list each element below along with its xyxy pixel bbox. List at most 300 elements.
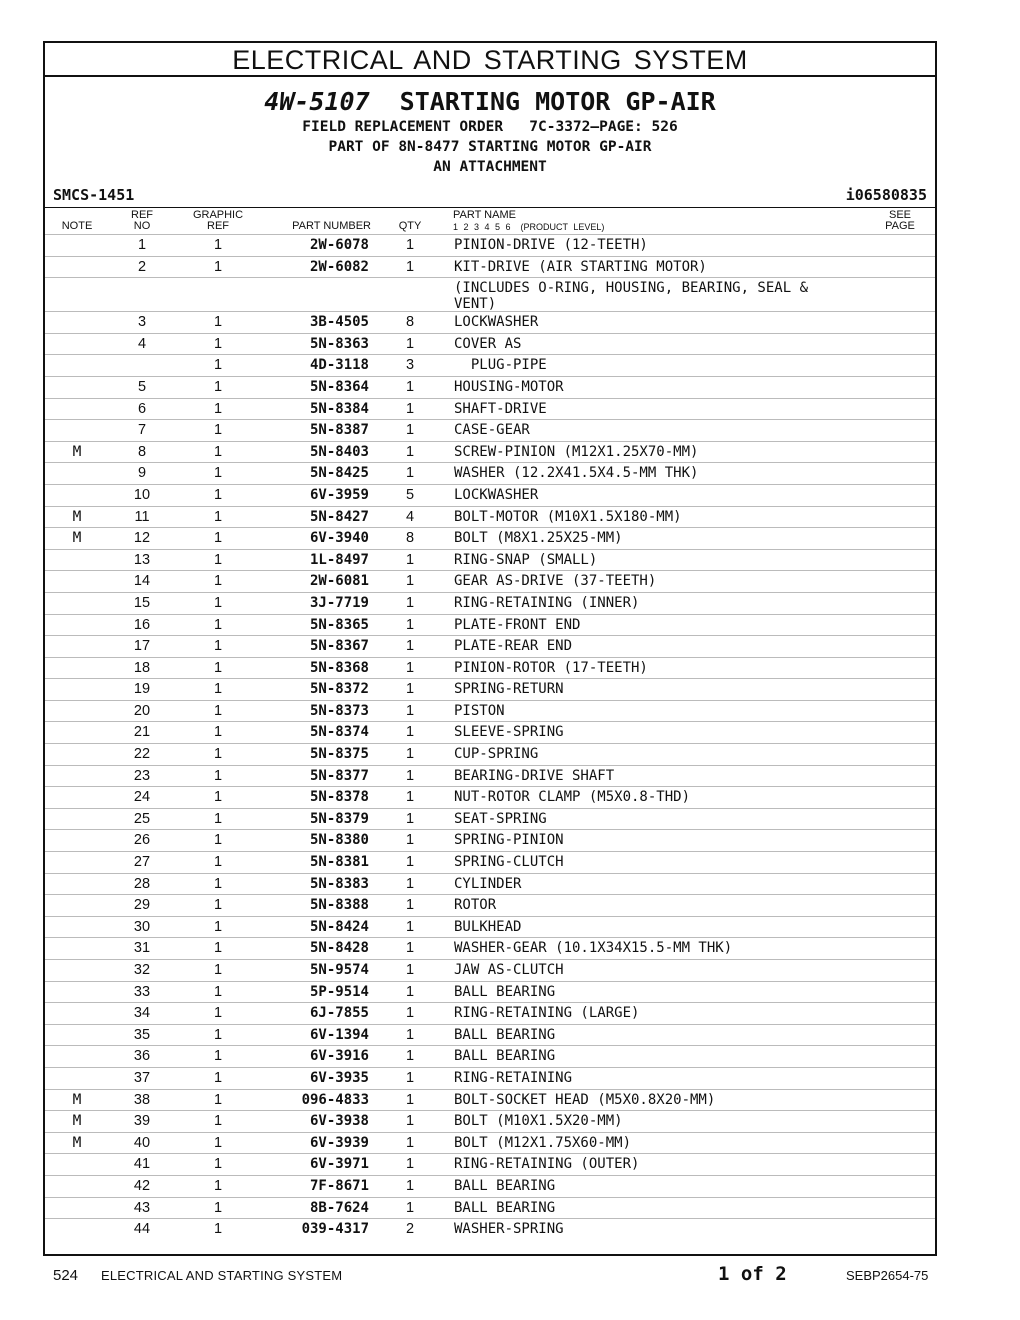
ref-cell: 17 bbox=[133, 638, 151, 655]
part-name-cell: BEARING-DRIVE SHAFT bbox=[454, 767, 615, 784]
part-number-cell: 5N-8380 bbox=[309, 832, 369, 849]
qty-cell: 1 bbox=[405, 746, 415, 763]
table-row bbox=[45, 256, 935, 278]
col-qty: QTY bbox=[398, 220, 422, 232]
part-number-cell: 5N-8403 bbox=[309, 443, 369, 460]
part-number-cell: 4D-3118 bbox=[309, 357, 369, 374]
table-row bbox=[45, 721, 935, 743]
ref-cell: 9 bbox=[137, 465, 147, 482]
ref-cell: 21 bbox=[133, 724, 151, 741]
part-number-cell: 6V-3971 bbox=[309, 1156, 369, 1173]
table-row bbox=[45, 1197, 935, 1219]
part-name-cell: WASHER-SPRING bbox=[454, 1221, 564, 1238]
table-row bbox=[45, 1110, 935, 1132]
ref-cell: 29 bbox=[133, 897, 151, 914]
product-level-label: (PRODUCT LEVEL) bbox=[520, 222, 605, 232]
table-row bbox=[45, 441, 935, 463]
graphic-ref-cell: 1 bbox=[213, 465, 223, 482]
note-cell: M bbox=[72, 1134, 82, 1151]
group-title bbox=[45, 87, 935, 117]
page-of: 1 of 2 bbox=[718, 1263, 787, 1285]
ref-cell: 2 bbox=[137, 258, 147, 275]
part-name-cell: GEAR AS-DRIVE (37-TEETH) bbox=[454, 573, 657, 590]
part-number-cell: 6V-3959 bbox=[309, 486, 369, 503]
part-name-cell: SPRING-RETURN bbox=[454, 681, 564, 698]
part-number-cell: 5N-8364 bbox=[309, 378, 369, 395]
ref-cell: 27 bbox=[133, 854, 151, 871]
qty-cell: 8 bbox=[405, 314, 415, 331]
part-name-cell: RING-RETAINING bbox=[454, 1069, 573, 1086]
part-name-cell: BALL BEARING bbox=[454, 1048, 556, 1065]
ref-cell: 16 bbox=[133, 616, 151, 633]
note-cell: M bbox=[72, 508, 82, 525]
ref-cell: 35 bbox=[133, 1026, 151, 1043]
graphic-ref-cell: 1 bbox=[213, 638, 223, 655]
table-row bbox=[45, 937, 935, 959]
part-number-cell: 5N-8375 bbox=[309, 746, 369, 763]
part-number-cell: 6J-7855 bbox=[309, 1005, 369, 1022]
graphic-ref-cell: 1 bbox=[213, 400, 223, 417]
ref-cell: 10 bbox=[133, 486, 151, 503]
qty-cell: 1 bbox=[405, 789, 415, 806]
graphic-ref-cell: 1 bbox=[213, 724, 223, 741]
qty-cell: 1 bbox=[405, 237, 415, 253]
graphic-ref-cell: 1 bbox=[213, 1156, 223, 1173]
graphic-ref-cell: 1 bbox=[213, 810, 223, 827]
part-name-cell: NUT-ROTOR CLAMP (M5X0.8-THD) bbox=[454, 789, 691, 806]
graphic-ref-cell: 1 bbox=[213, 746, 223, 763]
table-row bbox=[45, 1024, 935, 1046]
part-number-cell: 2W-6078 bbox=[309, 237, 369, 253]
qty-cell: 1 bbox=[405, 1199, 415, 1216]
group-part-number: 4W-5107 bbox=[264, 87, 370, 116]
graphic-ref-cell: 1 bbox=[213, 1134, 223, 1151]
col-part-name: PART NAME bbox=[453, 209, 516, 221]
graphic-ref-cell: 1 bbox=[213, 789, 223, 806]
ref-cell: 23 bbox=[133, 767, 151, 784]
graphic-ref-cell: 1 bbox=[213, 1177, 223, 1194]
graphic-ref-cell: 1 bbox=[213, 983, 223, 1000]
field-replacement-order: FIELD REPLACEMENT ORDER 7C-3372—PAGE: 526 bbox=[302, 119, 678, 135]
graphic-ref-cell: 1 bbox=[213, 1005, 223, 1022]
ref-cell: 32 bbox=[133, 962, 151, 978]
qty-cell: 1 bbox=[405, 1005, 415, 1022]
part-number-cell: 5N-8428 bbox=[309, 940, 369, 957]
qty-cell: 1 bbox=[405, 465, 415, 482]
qty-cell: 1 bbox=[405, 594, 415, 611]
graphic-ref-cell: 1 bbox=[213, 1048, 223, 1065]
table-row bbox=[45, 1132, 935, 1154]
table-row bbox=[45, 635, 935, 657]
qty-cell: 1 bbox=[405, 940, 415, 957]
qty-cell: 1 bbox=[405, 702, 415, 719]
part-number-cell: 6V-3940 bbox=[309, 530, 369, 547]
qty-cell: 1 bbox=[405, 854, 415, 871]
graphic-ref-cell: 1 bbox=[213, 897, 223, 914]
part-number-cell: 5N-8427 bbox=[309, 508, 369, 525]
qty-cell: 8 bbox=[405, 530, 415, 547]
part-name-cell: PINION-ROTOR (17-TEETH) bbox=[454, 659, 648, 676]
header-divider bbox=[45, 207, 935, 208]
part-name-cell: RING-RETAINING (OUTER) bbox=[454, 1156, 640, 1173]
part-name-cell: JAW AS-CLUTCH bbox=[454, 962, 564, 978]
part-name-cell: WASHER (12.2X41.5X4.5-MM THK) bbox=[454, 465, 699, 482]
part-number-cell: 5N-8424 bbox=[309, 918, 369, 935]
qty-cell: 1 bbox=[405, 832, 415, 849]
table-row bbox=[45, 700, 935, 722]
level-numbers: 1 2 3 4 5 6 bbox=[453, 222, 511, 232]
graphic-ref-cell: 1 bbox=[213, 335, 223, 352]
part-name-cell: PINION-DRIVE (12-TEETH) bbox=[454, 237, 648, 253]
table-row bbox=[45, 354, 935, 376]
part-name-cell: LOCKWASHER bbox=[454, 486, 539, 503]
table-row bbox=[45, 1002, 935, 1024]
part-name-cell: PLATE-FRONT END bbox=[454, 616, 581, 633]
ref-cell: 1 bbox=[137, 237, 147, 253]
part-name-cell: COVER AS bbox=[454, 335, 522, 352]
ref-cell: 28 bbox=[133, 875, 151, 892]
table-row bbox=[45, 376, 935, 398]
ref-cell: 31 bbox=[133, 940, 151, 957]
table-row bbox=[45, 527, 935, 549]
table-row bbox=[45, 765, 935, 787]
footer-section: ELECTRICAL AND STARTING SYSTEM bbox=[101, 1268, 343, 1283]
part-name-cell: PISTON bbox=[454, 702, 505, 719]
qty-cell: 1 bbox=[405, 378, 415, 395]
part-name-cell: SCREW-PINION (M12X1.25X70-MM) bbox=[454, 443, 699, 460]
part-name-cell: WASHER-GEAR (10.1X34X15.5-MM THK) bbox=[454, 940, 733, 957]
qty-cell: 1 bbox=[405, 897, 415, 914]
part-number-cell: 5N-9574 bbox=[309, 962, 369, 978]
table-row bbox=[45, 614, 935, 636]
col-graphic-bottom: REF bbox=[207, 220, 229, 232]
part-number-cell: 5N-8368 bbox=[309, 659, 369, 676]
graphic-ref-cell: 1 bbox=[213, 702, 223, 719]
table-row bbox=[45, 851, 935, 873]
table-row bbox=[45, 1175, 935, 1197]
graphic-ref-cell: 1 bbox=[213, 1199, 223, 1216]
qty-cell: 1 bbox=[405, 551, 415, 568]
ref-cell: 41 bbox=[133, 1156, 151, 1173]
qty-cell: 1 bbox=[405, 1134, 415, 1151]
part-number-cell: 039-4317 bbox=[301, 1221, 369, 1238]
part-name-cell: SPRING-PINION bbox=[454, 832, 564, 849]
graphic-ref-cell: 1 bbox=[213, 962, 223, 978]
qty-cell: 1 bbox=[405, 983, 415, 1000]
table-row bbox=[45, 1089, 935, 1111]
ref-cell: 36 bbox=[133, 1048, 151, 1065]
part-number-cell: 5N-8377 bbox=[309, 767, 369, 784]
table-row bbox=[45, 1067, 935, 1089]
part-number-cell: 6V-1394 bbox=[309, 1026, 369, 1043]
qty-cell: 1 bbox=[405, 810, 415, 827]
part-number-cell: 5N-8425 bbox=[309, 465, 369, 482]
table-row bbox=[45, 398, 935, 420]
col-graphic-ref bbox=[183, 210, 253, 232]
part-number-cell: 6V-3939 bbox=[309, 1134, 369, 1151]
ref-cell: 3 bbox=[137, 314, 147, 331]
part-number-cell: 3J-7719 bbox=[309, 594, 369, 611]
part-number-cell: 5N-8388 bbox=[309, 897, 369, 914]
table-row bbox=[45, 743, 935, 765]
col-ref bbox=[117, 210, 167, 232]
table-row bbox=[45, 657, 935, 679]
qty-cell: 1 bbox=[405, 681, 415, 698]
part-name-cell: CASE-GEAR bbox=[454, 422, 530, 439]
ref-cell: 30 bbox=[133, 918, 151, 935]
table-row bbox=[45, 1218, 935, 1240]
ref-cell: 37 bbox=[133, 1069, 151, 1086]
table-row bbox=[45, 678, 935, 700]
ref-cell: 8 bbox=[137, 443, 147, 460]
graphic-ref-cell: 1 bbox=[213, 258, 223, 275]
part-name-cell: SPRING-CLUTCH bbox=[454, 854, 564, 871]
table-row bbox=[45, 981, 935, 1003]
ref-cell: 13 bbox=[133, 551, 151, 568]
page-frame bbox=[43, 41, 937, 1256]
graphic-ref-cell: 1 bbox=[213, 1069, 223, 1086]
part-name-cell: SEAT-SPRING bbox=[454, 810, 547, 827]
ref-cell: 11 bbox=[134, 508, 150, 525]
table-row bbox=[45, 894, 935, 916]
table-row bbox=[45, 592, 935, 614]
graphic-ref-cell: 1 bbox=[213, 832, 223, 849]
qty-cell: 1 bbox=[405, 573, 415, 590]
table-row bbox=[45, 277, 935, 311]
part-name-cell: CUP-SPRING bbox=[454, 746, 539, 763]
part-number-cell: 096-4833 bbox=[301, 1091, 369, 1108]
graphic-ref-cell: 1 bbox=[213, 659, 223, 676]
smcs-code: SMCS-1451 bbox=[53, 186, 135, 204]
graphic-ref-cell: 1 bbox=[213, 918, 223, 935]
part-name-cell: BOLT-SOCKET HEAD (M5X0.8X20-MM) bbox=[454, 1091, 716, 1108]
illustration-id: i06580835 bbox=[845, 186, 927, 204]
table-row bbox=[45, 333, 935, 355]
part-name-cell: HOUSING-MOTOR bbox=[454, 378, 564, 395]
part-name-cell: KIT-DRIVE (AIR STARTING MOTOR) bbox=[454, 258, 707, 275]
table-row bbox=[45, 311, 935, 333]
table-row bbox=[45, 959, 935, 981]
part-number-cell: 5N-8374 bbox=[309, 724, 369, 741]
part-number-cell: 5N-8384 bbox=[309, 400, 369, 417]
part-number-cell: 1L-8497 bbox=[309, 551, 369, 568]
col-note: NOTE bbox=[61, 220, 93, 232]
graphic-ref-cell: 1 bbox=[213, 378, 223, 395]
graphic-ref-cell: 1 bbox=[213, 443, 223, 460]
ref-cell: 43 bbox=[133, 1199, 151, 1216]
section-title: ELECTRICAL AND STARTING SYSTEM bbox=[45, 43, 935, 77]
part-name-cell: BALL BEARING bbox=[454, 983, 556, 1000]
part-number-cell: 5N-8383 bbox=[309, 875, 369, 892]
table-row bbox=[45, 549, 935, 571]
ref-cell: 18 bbox=[133, 659, 151, 676]
part-number-cell: 2W-6082 bbox=[309, 258, 369, 275]
product-levels bbox=[453, 222, 604, 232]
table-row bbox=[45, 570, 935, 592]
qty-cell: 1 bbox=[405, 875, 415, 892]
ref-cell: 6 bbox=[137, 400, 147, 417]
part-number-cell: 6V-3916 bbox=[309, 1048, 369, 1065]
part-number-cell: 5N-8367 bbox=[309, 638, 369, 655]
qty-cell: 1 bbox=[405, 638, 415, 655]
part-number-cell: 5N-8373 bbox=[309, 702, 369, 719]
part-number-cell: 5P-9514 bbox=[309, 983, 369, 1000]
part-name-cell: RING-RETAINING (INNER) bbox=[454, 594, 640, 611]
part-name-cell: ROTOR bbox=[454, 897, 497, 914]
part-number-cell: 5N-8387 bbox=[309, 422, 369, 439]
graphic-ref-cell: 1 bbox=[213, 1026, 223, 1043]
qty-cell: 1 bbox=[405, 918, 415, 935]
part-number-cell: 8B-7624 bbox=[309, 1199, 369, 1216]
table-row bbox=[45, 916, 935, 938]
graphic-ref-cell: 1 bbox=[213, 940, 223, 957]
ref-cell: 7 bbox=[137, 422, 147, 439]
ref-cell: 19 bbox=[133, 681, 151, 698]
ref-cell: 15 bbox=[133, 594, 151, 611]
qty-cell: 1 bbox=[405, 724, 415, 741]
qty-cell: 3 bbox=[405, 357, 415, 374]
qty-cell: 1 bbox=[405, 659, 415, 676]
part-name-cell: RING-SNAP (SMALL) bbox=[454, 551, 598, 568]
ref-cell: 22 bbox=[133, 746, 151, 763]
graphic-ref-cell: 1 bbox=[213, 357, 223, 374]
graphic-ref-cell: 1 bbox=[213, 237, 223, 253]
part-number-cell: 5N-8372 bbox=[309, 681, 369, 698]
col-ref-bottom: NO bbox=[133, 220, 151, 232]
ref-cell: 26 bbox=[133, 832, 151, 849]
qty-cell: 1 bbox=[405, 422, 415, 439]
table-row bbox=[45, 506, 935, 528]
qty-cell: 1 bbox=[405, 1177, 415, 1194]
ref-cell: 12 bbox=[133, 530, 151, 547]
part-name-cell: SHAFT-DRIVE bbox=[454, 400, 547, 417]
graphic-ref-cell: 1 bbox=[213, 508, 223, 525]
qty-cell: 1 bbox=[405, 1026, 415, 1043]
part-number-cell: 5N-8379 bbox=[309, 810, 369, 827]
part-number-cell: 6V-3938 bbox=[309, 1113, 369, 1130]
graphic-ref-cell: 1 bbox=[213, 616, 223, 633]
table-row bbox=[45, 829, 935, 851]
graphic-ref-cell: 1 bbox=[213, 681, 223, 698]
part-name-cell: PLATE-REAR END bbox=[454, 638, 573, 655]
table-row bbox=[45, 234, 935, 256]
part-name-cell: BOLT (M10X1.5X20-MM) bbox=[454, 1113, 623, 1130]
col-ref-top: REF bbox=[131, 209, 153, 221]
qty-cell: 1 bbox=[405, 335, 415, 352]
ref-cell: 39 bbox=[133, 1113, 151, 1130]
note-cell: M bbox=[72, 1113, 82, 1130]
part-name-cell: PLUG-PIPE bbox=[454, 357, 547, 374]
part-name-cell: BOLT (M12X1.75X60-MM) bbox=[454, 1134, 632, 1151]
ref-cell: 38 bbox=[133, 1091, 151, 1108]
page-number: 524 bbox=[53, 1267, 79, 1284]
part-name-cell: BULKHEAD bbox=[454, 918, 522, 935]
graphic-ref-cell: 1 bbox=[213, 314, 223, 331]
table-row bbox=[45, 462, 935, 484]
part-name-cell: RING-RETAINING (LARGE) bbox=[454, 1005, 640, 1022]
ref-cell: 5 bbox=[137, 378, 147, 395]
graphic-ref-cell: 1 bbox=[213, 551, 223, 568]
ref-cell: 44 bbox=[133, 1221, 151, 1238]
graphic-ref-cell: 1 bbox=[213, 594, 223, 611]
qty-cell: 1 bbox=[405, 258, 415, 275]
part-number-cell: 2W-6081 bbox=[309, 573, 369, 590]
col-see-top: SEE bbox=[888, 209, 911, 221]
part-of-line: PART OF 8N-8477 STARTING MOTOR GP-AIR bbox=[328, 139, 652, 155]
note-cell: M bbox=[72, 530, 82, 547]
parts-list bbox=[45, 234, 935, 1240]
qty-cell: 1 bbox=[405, 616, 415, 633]
part-name-cell: CYLINDER bbox=[454, 875, 522, 892]
part-name-cell: SLEEVE-SPRING bbox=[454, 724, 564, 741]
table-row bbox=[45, 786, 935, 808]
graphic-ref-cell: 1 bbox=[213, 1113, 223, 1130]
ref-cell: 42 bbox=[133, 1177, 151, 1194]
col-part-number: PART NUMBER bbox=[292, 220, 371, 232]
graphic-ref-cell: 1 bbox=[213, 767, 223, 784]
part-name-cell: (INCLUDES O-RING, HOUSING, BEARING, SEAL & VENT) bbox=[454, 280, 817, 313]
part-number-cell: 7F-8671 bbox=[309, 1177, 369, 1194]
part-name-cell: BOLT-MOTOR (M10X1.5X180-MM) bbox=[454, 508, 682, 525]
note-cell: M bbox=[72, 1091, 82, 1108]
part-name-cell: BALL BEARING bbox=[454, 1177, 556, 1194]
graphic-ref-cell: 1 bbox=[213, 1221, 223, 1238]
qty-cell: 1 bbox=[405, 1156, 415, 1173]
ref-cell: 4 bbox=[137, 335, 147, 352]
col-graphic-top: GRAPHIC bbox=[192, 209, 244, 221]
part-number-cell: 6V-3935 bbox=[309, 1069, 369, 1086]
part-name-cell: LOCKWASHER bbox=[454, 314, 539, 331]
ref-cell: 14 bbox=[133, 573, 151, 590]
ref-cell: 40 bbox=[133, 1134, 151, 1151]
qty-cell: 1 bbox=[405, 1113, 415, 1130]
graphic-ref-cell: 1 bbox=[213, 875, 223, 892]
col-see-bottom: PAGE bbox=[885, 220, 915, 232]
part-name-cell: BALL BEARING bbox=[454, 1026, 556, 1043]
qty-cell: 1 bbox=[405, 1069, 415, 1086]
qty-cell: 2 bbox=[405, 1221, 415, 1238]
qty-cell: 1 bbox=[405, 962, 415, 978]
ref-cell: 24 bbox=[133, 789, 151, 806]
graphic-ref-cell: 1 bbox=[213, 422, 223, 439]
group-name: STARTING MOTOR GP-AIR bbox=[399, 87, 716, 116]
part-name-cell: BOLT (M8X1.25X25-MM) bbox=[454, 530, 623, 547]
graphic-ref-cell: 1 bbox=[213, 486, 223, 503]
qty-cell: 1 bbox=[405, 1048, 415, 1065]
ref-cell: 34 bbox=[133, 1005, 151, 1022]
graphic-ref-cell: 1 bbox=[213, 530, 223, 547]
table-row bbox=[45, 1153, 935, 1175]
col-see-page bbox=[875, 210, 925, 232]
part-number-cell: 5N-8363 bbox=[309, 335, 369, 352]
ref-cell: 33 bbox=[133, 983, 151, 1000]
part-number-cell: 5N-8381 bbox=[309, 854, 369, 871]
graphic-ref-cell: 1 bbox=[213, 854, 223, 871]
table-row bbox=[45, 1045, 935, 1067]
table-row bbox=[45, 873, 935, 895]
qty-cell: 1 bbox=[405, 400, 415, 417]
table-row bbox=[45, 484, 935, 506]
qty-cell: 1 bbox=[405, 443, 415, 460]
attachment-line: AN ATTACHMENT bbox=[433, 159, 547, 175]
ref-cell: 25 bbox=[133, 810, 151, 827]
qty-cell: 1 bbox=[405, 1091, 415, 1108]
note-cell: M bbox=[72, 443, 82, 460]
qty-cell: 5 bbox=[405, 486, 415, 503]
qty-cell: 1 bbox=[405, 767, 415, 784]
table-row bbox=[45, 808, 935, 830]
graphic-ref-cell: 1 bbox=[213, 1091, 223, 1108]
